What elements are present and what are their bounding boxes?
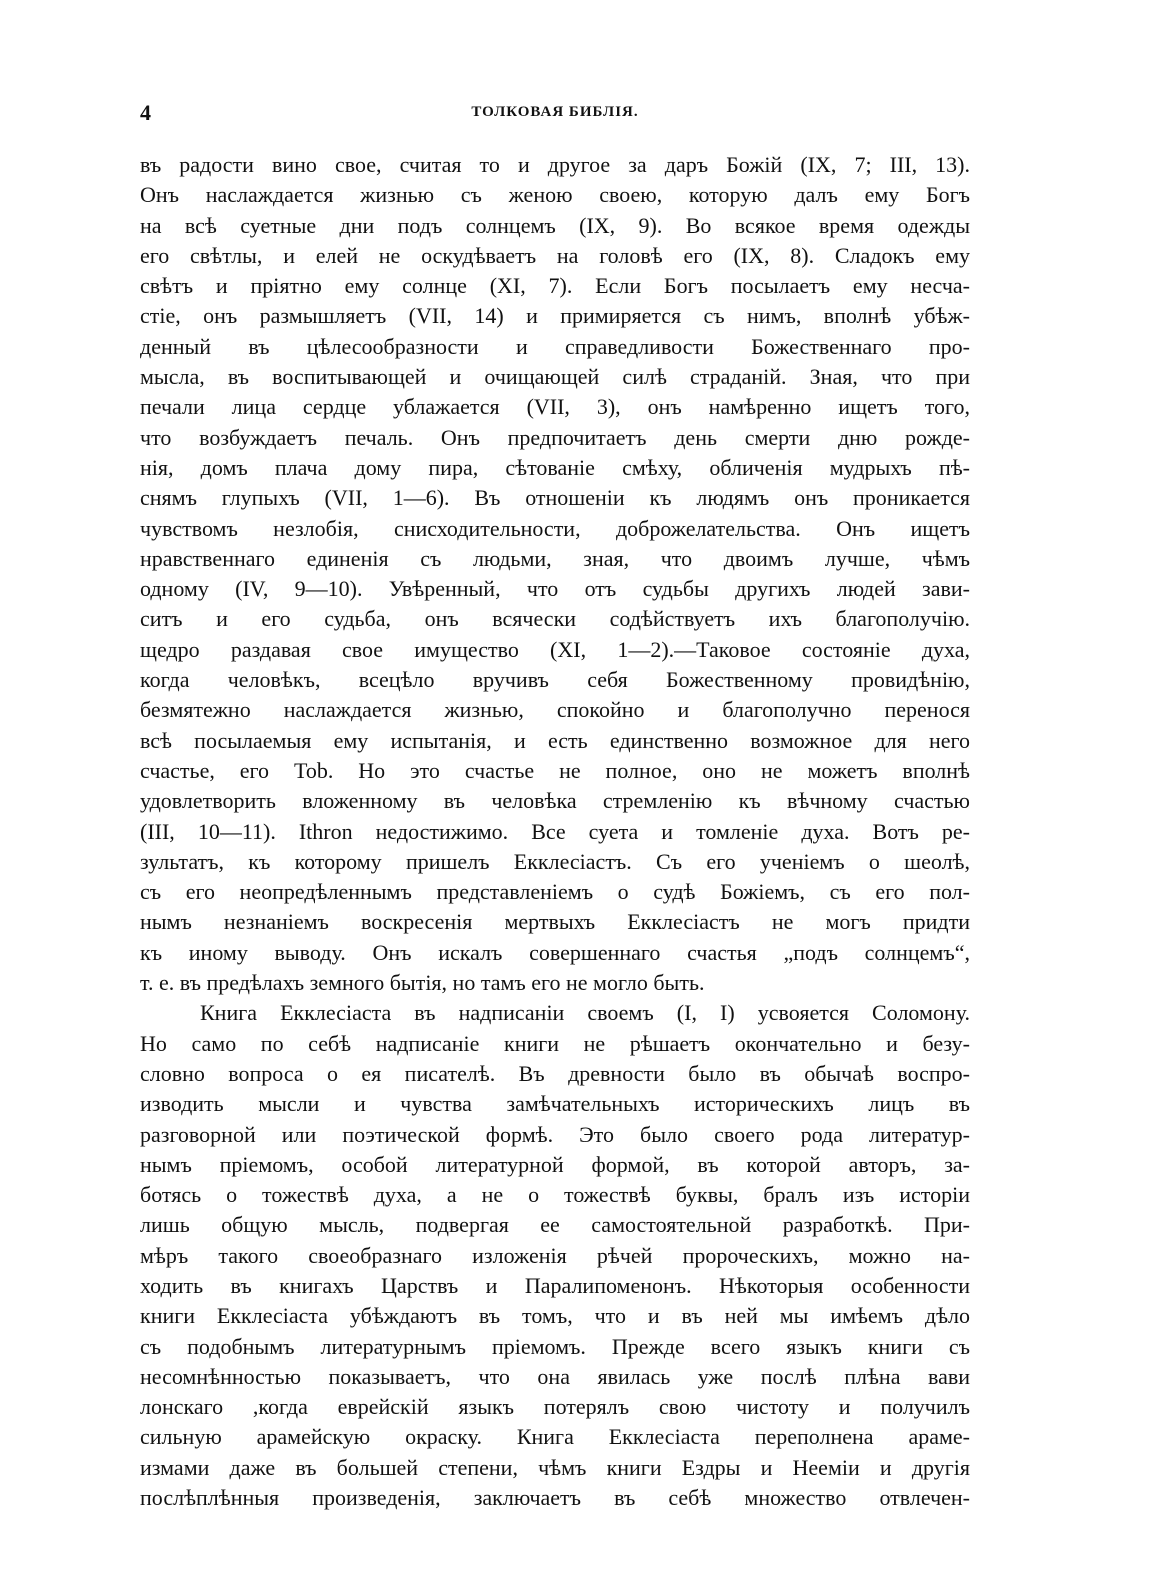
text-line: несомнѣнностью показываетъ, что она явилась уже послѣ плѣна вави [140, 1363, 970, 1389]
text-line: съ подобнымъ литературнымъ пріемомъ. Прежде всего языкъ книги съ [140, 1333, 970, 1359]
text-line: Онъ наслаждается жизнью съ женою своею, которую далъ ему Богъ [140, 182, 970, 208]
text-line: къ иному выводу. Онъ искалъ совершеннаго счастья „подъ солнцемъ“, [140, 939, 970, 965]
text-line: нымъ незнаніемъ воскресенія мертвыхъ Екклесіастъ не могъ придти [140, 909, 970, 935]
text-line: удовлетворить вложенному въ человѣка стремленію къ вѣчному счастью [140, 788, 970, 814]
text-line: счастье, его Tob. Но это счастье не полное, оно не можетъ вполнѣ [140, 757, 970, 783]
running-title: ТОЛКОВАЯ БИБЛІЯ. [471, 104, 639, 120]
text-line: его свѣтлы, и елей не оскудѣваетъ на головѣ его (IX, 8). Сладокъ ему [140, 242, 970, 268]
text-line: послѣплѣнныя произведенія, заключаетъ въ себѣ множество отвлечен- [140, 1485, 970, 1511]
text-line: щедро раздавая свое имущество (XI, 1—2).—Таковое состояніе духа, [140, 636, 970, 662]
text-line: нія, домъ плача дому пира, сѣтованіе смѣху, обличенія мудрыхъ пѣ- [140, 454, 970, 480]
text-line: всѣ посылаемыя ему испытанія, и есть единственно возможное для него [140, 727, 970, 753]
text-line: словно вопроса о ея писателѣ. Въ древности было въ обычаѣ воспро- [140, 1060, 970, 1086]
text-line: ботясь о тожествѣ духа, а не о тожествѣ буквы, бралъ изъ исторіи [140, 1182, 970, 1208]
text-line: изводить мысли и чувства замѣчательныхъ историческихъ лицъ въ [140, 1091, 970, 1117]
page-header [140, 100, 970, 130]
text-line: стіе, онъ размышляетъ (VII, 14) и примиряется съ нимъ, вполнѣ убѣж- [140, 303, 970, 329]
text-line: книги Екклесіаста убѣждаютъ въ томъ, что и въ ней мы имѣемъ дѣло [140, 1303, 970, 1329]
text-line: лонскаго ,когда еврейскій языкъ потерялъ свою чистоту и получилъ [140, 1394, 970, 1420]
text-line: (III, 10—11). Ithron недостижимо. Все суета и томленіе духа. Вотъ ре- [140, 818, 970, 844]
text-line: денный въ цѣлесообразности и справедливости Божественнаго про- [140, 333, 970, 359]
text-line: въ радости вино свое, считая то и другое за даръ Божій (IX, 7; III, 13). [140, 152, 970, 177]
text-line: нравственнаго единенія съ людьми, зная, что двоимъ лучше, чѣмъ [140, 545, 970, 571]
text-line: нымъ пріемомъ, особой литературной формой, въ которой авторъ, за- [140, 1151, 970, 1177]
text-line: свѣтъ и пріятно ему солнце (XI, 7). Если Богъ посылаетъ ему несча- [140, 273, 970, 299]
text-line: безмятежно наслаждается жизнью, спокойно и благополучно перенося [140, 697, 970, 723]
text-line: печали лица сердце ублажается (VII, 3), онъ намѣренно ищетъ того, [140, 394, 970, 420]
text-line: ходить въ книгахъ Царствъ и Паралипоменонъ. Нѣкоторыя особенности [140, 1272, 970, 1298]
text-line: сильную арамейскую окраску. Книга Екклесіаста переполнена араме- [140, 1424, 970, 1450]
text-line: ситъ и его судьба, онъ всячески содѣйствуетъ ихъ благополучію. [140, 606, 970, 632]
text-line: мысла, въ воспитывающей и очищающей силѣ страданій. Зная, что при [140, 364, 970, 390]
text-line: съ его неопредѣленнымъ представленіемъ о судѣ Божіемъ, съ его пол- [140, 879, 970, 905]
text-line: разговорной или поэтической формѣ. Это было своего рода литератур- [140, 1121, 970, 1147]
page-number: 4 [140, 100, 151, 125]
body-text [140, 150, 970, 1513]
text-line: т. е. въ предѣлахъ земного бытія, но тамъ его не могло быть. [140, 970, 705, 996]
text-line: снямъ глупыхъ (VII, 1—6). Въ отношеніи къ людямъ онъ проникается [140, 485, 970, 511]
text-line: измами даже въ большей степени, чѣмъ книги Ездры и Нееміи и другія [140, 1454, 970, 1480]
text-line: на всѣ суетные дни подъ солнцемъ (IX, 9). Во всякое время одежды [140, 212, 970, 238]
text-line: когда человѣкъ, всецѣло вручивъ себя Божественному провидѣнію, [140, 667, 970, 693]
text-line: Но само по себѣ надписаніе книги не рѣшаетъ окончательно и безу- [140, 1030, 970, 1056]
text-line: что возбуждаетъ печаль. Онъ предпочитаетъ день смерти дню рожде- [140, 424, 970, 450]
text-line: лишь общую мысль, подвергая ее самостоятельной разработкѣ. При- [140, 1212, 970, 1238]
text-line: одному (IV, 9—10). Увѣренный, что отъ судьбы другихъ людей зави- [140, 576, 970, 602]
text-line: чувствомъ незлобія, снисходительности, доброжелательства. Онъ ищетъ [140, 515, 970, 541]
text-line: зультатъ, къ которому пришелъ Екклесіастъ. Съ его ученіемъ о шеолѣ, [140, 848, 970, 874]
text-line: Книга Екклесіаста въ надписаніи своемъ (I, I) усвояется Соломону. [200, 1000, 970, 1026]
text-line: мѣръ такого своеобразнаго изложенія рѣчей пророческихъ, можно на- [140, 1242, 970, 1268]
